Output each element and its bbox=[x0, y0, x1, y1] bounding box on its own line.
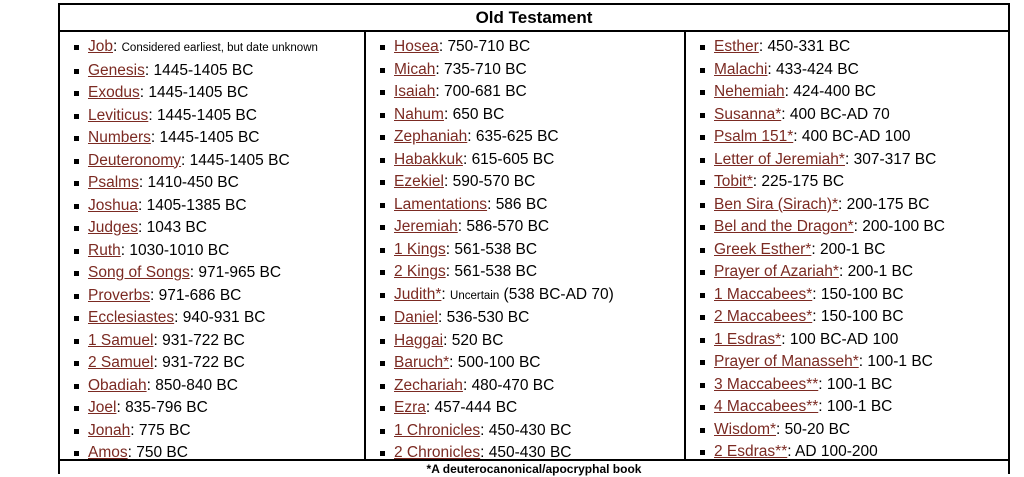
list-item bbox=[380, 284, 684, 308]
separator: : bbox=[181, 151, 190, 169]
book-link[interactable]: Ruth bbox=[88, 241, 121, 259]
date-range: AD 100-200 bbox=[795, 443, 878, 460]
book-link[interactable]: 2 Kings bbox=[394, 263, 446, 280]
list-item bbox=[700, 396, 1008, 419]
date-range: 457-444 BC bbox=[434, 399, 518, 416]
list-item bbox=[74, 262, 364, 285]
separator: : bbox=[818, 375, 827, 393]
column-1 bbox=[60, 32, 366, 459]
column-3 bbox=[686, 32, 1008, 459]
list-item bbox=[74, 105, 364, 128]
book-link[interactable]: Proverbs bbox=[88, 286, 151, 304]
separator: : bbox=[153, 331, 163, 349]
list-item bbox=[700, 171, 1008, 194]
date-range: 635-625 BC bbox=[475, 128, 559, 145]
list-item bbox=[380, 194, 684, 217]
date-range: 561-538 BC bbox=[454, 240, 538, 258]
book-link[interactable]: Jonah bbox=[88, 421, 131, 439]
book-link[interactable]: Ben Sira (Sirach)* bbox=[714, 195, 839, 213]
separator: : bbox=[120, 241, 130, 259]
separator: : bbox=[138, 174, 148, 191]
separator: : bbox=[838, 195, 847, 213]
separator: : bbox=[425, 399, 435, 416]
date-range: 307-317 BC bbox=[853, 150, 937, 168]
book-link[interactable]: 1 Samuel bbox=[88, 331, 154, 349]
list-item bbox=[380, 330, 684, 353]
book-link[interactable]: Genesis bbox=[88, 61, 145, 79]
date-range: 50-20 BC bbox=[784, 420, 851, 438]
date-range: 200-100 BC bbox=[862, 218, 945, 235]
list-item bbox=[380, 104, 684, 127]
book-link[interactable]: Song of Songs bbox=[88, 264, 190, 281]
list-item bbox=[74, 60, 364, 83]
separator: : bbox=[467, 128, 476, 145]
list-item bbox=[380, 81, 684, 104]
separator: : bbox=[767, 60, 777, 78]
date-range: 775 BC bbox=[138, 421, 191, 439]
date-range: 150-100 BC bbox=[820, 285, 904, 303]
book-link[interactable]: 1 Esdras* bbox=[714, 330, 782, 348]
book-link[interactable]: Greek Esther* bbox=[714, 240, 812, 258]
book-link[interactable]: Nahum bbox=[394, 105, 444, 123]
separator: : bbox=[146, 376, 156, 394]
separator: : bbox=[174, 309, 183, 326]
date-range: 615-605 BC bbox=[471, 150, 555, 168]
book-link[interactable]: Micah bbox=[394, 60, 436, 78]
book-link[interactable]: Baruch* bbox=[394, 354, 450, 371]
list-item bbox=[380, 239, 684, 262]
book-link[interactable]: Deuteronomy bbox=[88, 151, 182, 169]
list-item bbox=[700, 239, 1008, 262]
book-link[interactable]: 1 Maccabees* bbox=[714, 285, 813, 303]
date-range: 971-686 BC bbox=[158, 286, 242, 304]
date-range: 586-570 BC bbox=[466, 218, 550, 235]
list-item bbox=[380, 59, 684, 82]
book-link[interactable]: Joel bbox=[88, 399, 117, 416]
separator: : bbox=[853, 218, 863, 235]
list-item bbox=[700, 419, 1008, 442]
list-item bbox=[700, 104, 1008, 127]
list-item bbox=[700, 351, 1008, 374]
separator: : bbox=[480, 444, 489, 461]
date-range: 750-710 BC bbox=[447, 38, 531, 55]
date-range: 700-681 BC bbox=[444, 83, 527, 100]
separator: : bbox=[487, 195, 496, 213]
separator: : bbox=[818, 398, 827, 415]
book-link[interactable]: 2 Samuel bbox=[88, 354, 154, 371]
date-range: 520 BC bbox=[451, 331, 504, 349]
date-range: 1445-1405 BC bbox=[148, 84, 249, 101]
date-range: 850-840 BC bbox=[155, 376, 238, 394]
separator: : bbox=[437, 309, 447, 326]
book-link[interactable]: Daniel bbox=[394, 309, 438, 326]
date-range: 500-100 BC bbox=[457, 354, 541, 371]
book-link[interactable]: Tobit* bbox=[714, 173, 753, 190]
list-item bbox=[700, 81, 1008, 104]
date-range: 1043 BC bbox=[146, 219, 207, 236]
list-item bbox=[74, 352, 364, 375]
separator: : bbox=[781, 105, 790, 123]
book-link[interactable]: Malachi bbox=[714, 60, 768, 78]
list-item bbox=[74, 240, 364, 263]
list-item bbox=[380, 375, 684, 398]
book-link[interactable]: Zechariah bbox=[394, 376, 463, 394]
separator: : bbox=[462, 150, 472, 168]
list-item bbox=[380, 352, 684, 375]
separator: : bbox=[139, 84, 149, 101]
separator: : bbox=[858, 353, 868, 370]
date-range: 750 BC bbox=[136, 444, 188, 461]
list-item bbox=[380, 126, 684, 149]
list-item bbox=[380, 36, 684, 59]
separator: : bbox=[462, 376, 472, 394]
date-range: 480-470 BC bbox=[471, 376, 555, 394]
list-item bbox=[700, 194, 1008, 217]
book-link[interactable]: Amos bbox=[88, 444, 128, 461]
separator: : bbox=[443, 105, 453, 123]
book-link[interactable]: Isaiah bbox=[394, 83, 436, 100]
list-item bbox=[380, 420, 684, 443]
book-link[interactable]: 2 Esdras** bbox=[714, 443, 788, 460]
list-item bbox=[74, 127, 364, 150]
date-range: 433-424 BC bbox=[776, 60, 859, 78]
separator: : bbox=[793, 128, 802, 145]
book-link[interactable]: Ecclesiastes bbox=[88, 309, 175, 326]
book-link[interactable]: Jeremiah bbox=[394, 218, 458, 235]
date-range: 1405-1385 BC bbox=[146, 196, 247, 214]
separator: : bbox=[150, 286, 159, 304]
book-link[interactable]: 2 Maccabees* bbox=[714, 308, 813, 325]
book-link[interactable]: Prayer of Manasseh* bbox=[714, 353, 859, 370]
separator: : bbox=[445, 240, 455, 258]
separator: : bbox=[443, 331, 452, 349]
list-item bbox=[700, 306, 1008, 329]
date-range: 940-931 BC bbox=[182, 309, 266, 326]
book-link[interactable]: Lamentations bbox=[394, 195, 488, 213]
book-link[interactable]: Letter of Jeremiah* bbox=[714, 150, 845, 168]
list-item bbox=[700, 36, 1008, 59]
book-link[interactable]: Bel and the Dragon* bbox=[714, 218, 854, 235]
book-link[interactable]: 2 Chronicles bbox=[394, 444, 481, 461]
list-item bbox=[700, 261, 1008, 284]
separator: : bbox=[812, 285, 821, 303]
separator: : bbox=[441, 285, 451, 303]
date-range: 1445-1405 BC bbox=[153, 61, 254, 79]
list-item bbox=[74, 150, 364, 173]
separator: : bbox=[438, 38, 448, 55]
separator: : bbox=[435, 83, 444, 100]
book-link[interactable]: 4 Maccabees** bbox=[714, 398, 819, 415]
date-range: 586 BC bbox=[495, 195, 548, 213]
list-item bbox=[74, 420, 364, 443]
separator: : bbox=[752, 173, 762, 190]
book-link[interactable]: Zephaniah bbox=[394, 128, 468, 145]
date-range: 200-1 BC bbox=[819, 240, 886, 258]
book-link[interactable]: Wisdom* bbox=[714, 420, 777, 438]
separator: : bbox=[127, 444, 137, 461]
separator: : bbox=[443, 173, 453, 190]
separator: : bbox=[435, 60, 444, 78]
date-note: Uncertain bbox=[450, 289, 500, 302]
separator: : bbox=[144, 61, 154, 79]
table-title: Old Testament bbox=[60, 5, 1008, 32]
book-link[interactable]: 3 Maccabees** bbox=[714, 375, 819, 393]
list-item bbox=[700, 329, 1008, 352]
list-item bbox=[74, 82, 364, 105]
book-link[interactable]: Haggai bbox=[394, 331, 444, 349]
separator: : bbox=[153, 354, 163, 371]
date-range: 590-570 BC bbox=[452, 173, 536, 190]
date-range: 1445-1405 BC bbox=[189, 151, 290, 169]
book-link[interactable]: Nehemiah bbox=[714, 83, 785, 100]
list-item bbox=[74, 307, 364, 330]
separator: : bbox=[148, 106, 157, 124]
list-item bbox=[380, 149, 684, 172]
list-item bbox=[380, 216, 684, 239]
date-range: 200-175 BC bbox=[846, 195, 930, 213]
date-range: 1410-450 BC bbox=[147, 174, 239, 191]
book-link[interactable]: 1 Chronicles bbox=[394, 421, 481, 439]
date-range: 100 BC-AD 100 bbox=[789, 330, 899, 348]
date-range: 150-100 BC bbox=[820, 308, 904, 325]
separator: : bbox=[784, 83, 794, 100]
separator: : bbox=[844, 150, 854, 168]
date-range: 835-796 BC bbox=[125, 399, 208, 416]
book-link[interactable]: Prayer of Azariah* bbox=[714, 263, 839, 280]
separator: : bbox=[445, 263, 455, 280]
date-range: 931-722 BC bbox=[162, 331, 245, 349]
old-testament-table bbox=[58, 3, 1010, 474]
book-link[interactable]: Judges bbox=[88, 219, 138, 236]
date-range: 735-710 BC bbox=[443, 60, 527, 78]
list-item bbox=[74, 397, 364, 420]
footnote: *A deuterocanonical/apocryphal book bbox=[60, 459, 1008, 476]
date-range: 971-965 BC bbox=[198, 264, 282, 281]
list-item bbox=[700, 374, 1008, 397]
separator: : bbox=[449, 354, 458, 371]
list-item bbox=[700, 149, 1008, 172]
book-link[interactable]: Susanna* bbox=[714, 105, 782, 123]
separator: : bbox=[137, 219, 147, 236]
date-range: 100-1 BC bbox=[826, 375, 893, 393]
book-link[interactable]: Obadiah bbox=[88, 376, 147, 394]
book-link[interactable]: Exodus bbox=[88, 84, 140, 101]
separator: : bbox=[811, 240, 820, 258]
list-item bbox=[74, 36, 364, 60]
list-item bbox=[74, 285, 364, 308]
date-range: 450-331 BC bbox=[767, 38, 851, 55]
date-range: 1030-1010 BC bbox=[129, 241, 230, 259]
date-range: 1445-1405 BC bbox=[159, 129, 260, 146]
separator: : bbox=[116, 399, 126, 416]
book-link[interactable]: Joshua bbox=[88, 196, 138, 214]
list-item bbox=[380, 261, 684, 284]
list-item bbox=[380, 171, 684, 194]
list-item bbox=[74, 172, 364, 195]
separator: : bbox=[480, 421, 489, 439]
separator: : bbox=[838, 263, 848, 280]
date-range: (538 BC-AD 70) bbox=[499, 285, 614, 303]
book-link[interactable]: Job bbox=[88, 38, 113, 55]
book-link[interactable]: Numbers bbox=[88, 129, 151, 146]
date-note: Considered earliest, but date unknown bbox=[121, 42, 318, 54]
date-range: 561-538 BC bbox=[454, 263, 538, 280]
book-link[interactable]: Esther bbox=[714, 38, 759, 55]
date-range: 400 BC-AD 70 bbox=[789, 105, 890, 123]
book-link[interactable]: Psalm 151* bbox=[714, 128, 794, 145]
book-link[interactable]: Hosea bbox=[394, 38, 439, 55]
separator: : bbox=[787, 443, 795, 460]
separator: : bbox=[776, 420, 785, 438]
book-link[interactable]: Ezra bbox=[394, 399, 426, 416]
list-item bbox=[700, 284, 1008, 307]
list-item bbox=[700, 59, 1008, 82]
book-link[interactable]: Psalms bbox=[88, 174, 139, 191]
date-range: 424-400 BC bbox=[793, 83, 877, 100]
separator: : bbox=[150, 129, 160, 146]
list-item bbox=[700, 216, 1008, 239]
list-item bbox=[700, 126, 1008, 149]
date-range: 200-1 BC bbox=[847, 263, 914, 280]
date-range: 100-1 BC bbox=[867, 353, 933, 370]
separator: : bbox=[137, 196, 147, 214]
column-2 bbox=[366, 32, 686, 459]
book-link[interactable]: Ezekiel bbox=[394, 173, 444, 190]
separator: : bbox=[189, 264, 199, 281]
date-range: 100-1 BC bbox=[826, 398, 893, 415]
separator: : bbox=[781, 330, 790, 348]
list-item bbox=[74, 375, 364, 398]
separator: : bbox=[812, 308, 821, 325]
date-range: 650 BC bbox=[452, 105, 505, 123]
date-range: 536-530 BC bbox=[446, 309, 530, 326]
separator: : bbox=[457, 218, 467, 235]
list-item bbox=[74, 195, 364, 218]
list-item bbox=[380, 307, 684, 330]
date-range: 450-430 BC bbox=[488, 444, 572, 461]
list-item bbox=[74, 330, 364, 353]
date-range: 931-722 BC bbox=[162, 354, 245, 371]
date-range: 450-430 BC bbox=[488, 421, 572, 439]
separator: : bbox=[113, 38, 122, 55]
list-item bbox=[380, 397, 684, 420]
date-range: 400 BC-AD 100 bbox=[801, 128, 911, 145]
separator: : bbox=[758, 38, 768, 55]
book-link[interactable]: 1 Kings bbox=[394, 240, 446, 258]
separator: : bbox=[130, 421, 139, 439]
book-link[interactable]: Habakkuk bbox=[394, 150, 463, 168]
book-link[interactable]: Judith* bbox=[394, 285, 442, 303]
date-range: 225-175 BC bbox=[761, 173, 845, 190]
date-range: 1445-1405 BC bbox=[156, 106, 257, 124]
book-link[interactable]: Leviticus bbox=[88, 106, 149, 124]
list-item bbox=[74, 217, 364, 240]
